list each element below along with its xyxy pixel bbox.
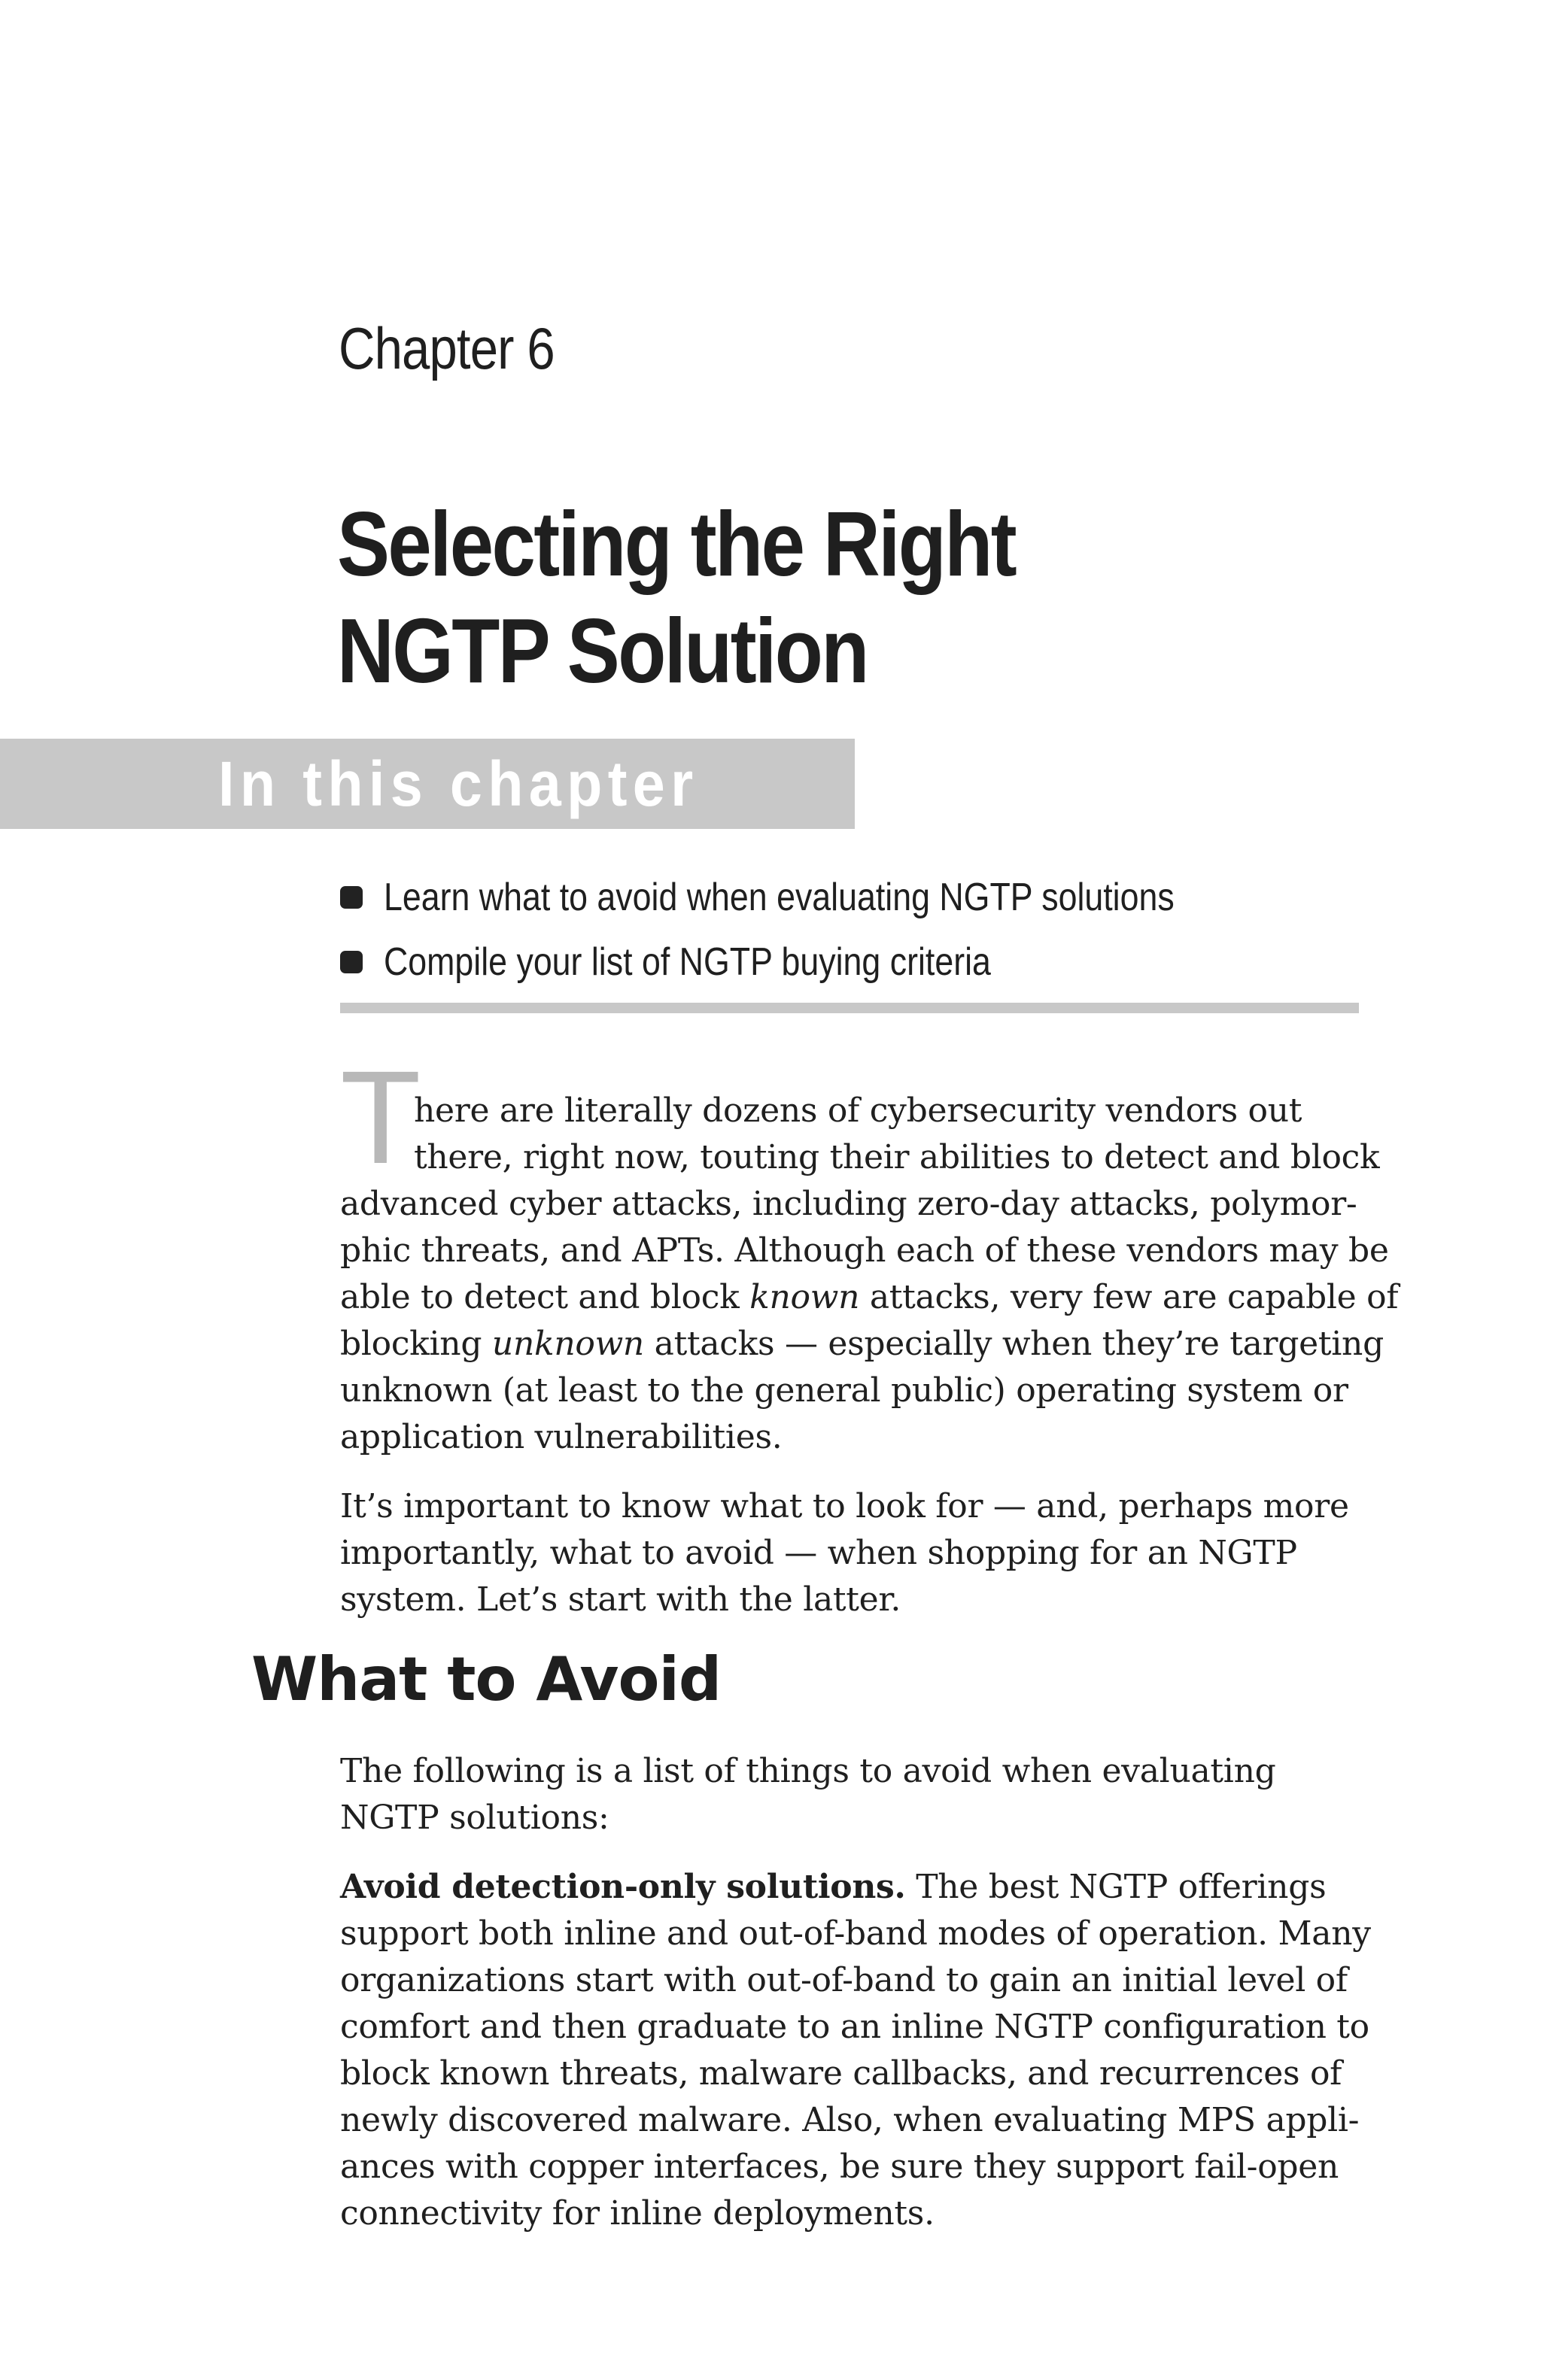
text-line: importantly, what to avoid — when shopping for an NGTP [340,1534,1297,1572]
in-this-chapter-heading: In this chapter [218,748,699,819]
drop-cap: T [340,1044,421,1192]
in-this-chapter-banner [0,739,855,829]
chapter-number: Chapter 6 [339,315,555,381]
text-line: The following is a list of things to avoid when evaluating [340,1752,1276,1790]
bullet-icon [340,886,363,909]
text-line: unknown (at least to the general public) operating system or [340,1371,1348,1410]
text-line: newly discovered malware. Also, when evaluating MPS appli- [340,2101,1360,2139]
text-run: attacks — especially when they’re targeting [643,1325,1384,1363]
text-run: able to detect and block [340,1278,750,1316]
text-line: organizations start with out-of-band to gain an initial level of [340,1961,1348,1999]
text-line: application vulnerabilities. [340,1418,783,1456]
emphasis-known: known [749,1278,860,1316]
text-line: there, right now, touting their abilities to detect and block [414,1138,1380,1176]
text-line: support both inline and out-of-band modes of operation. Many [340,1914,1371,1953]
chapter-title [337,490,1015,704]
paragraph [340,1748,1275,1841]
text-line: comfort and then graduate to an inline NGTP configuration to [340,2008,1369,2046]
lead-in-bold: Avoid detection-only solutions. [340,1868,906,1906]
objective-text: Compile your list of NGTP buying criteria [384,940,991,984]
bullet-icon [340,951,363,973]
text-line: here are literally dozens of cybersecurity vendors out [414,1091,1302,1130]
text-line: connectivity for inline deployments. [340,2194,935,2233]
text-line [340,1321,1398,1368]
text-run: The best NGTP offerings [905,1868,1327,1906]
chapter-title-line: Selecting the Right [337,493,1016,595]
text-line: It’s important to know what to look for — and, perhaps more [340,1487,1349,1525]
emphasis-unknown: unknown [491,1325,644,1363]
intro-paragraph [340,1088,1398,1461]
text-run: blocking [340,1325,492,1363]
objective-text: Learn what to avoid when evaluating NGTP solutions [384,876,1175,919]
text-line: phic threats, and APTs. Although each of these vendors may be [340,1231,1389,1270]
paragraph [340,1864,1371,2237]
text-line [340,1864,1371,1911]
text-line: system. Let’s start with the latter. [340,1580,901,1619]
text-line: ances with copper interfaces, be sure they support fail-open [340,2148,1339,2186]
text-run: attacks, very few are capable of [859,1278,1399,1316]
section-heading: What to Avoid [251,1644,722,1714]
paragraph [340,1483,1349,1623]
text-line: block known threats, malware callbacks, and recurrences of [340,2054,1342,2093]
chapter-title-line: NGTP Solution [337,600,868,702]
text-line [340,1274,1398,1321]
text-line: advanced cyber attacks, including zero-day attacks, polymor- [340,1185,1357,1223]
text-line: NGTP solutions: [340,1799,609,1837]
section-divider [340,1003,1359,1013]
